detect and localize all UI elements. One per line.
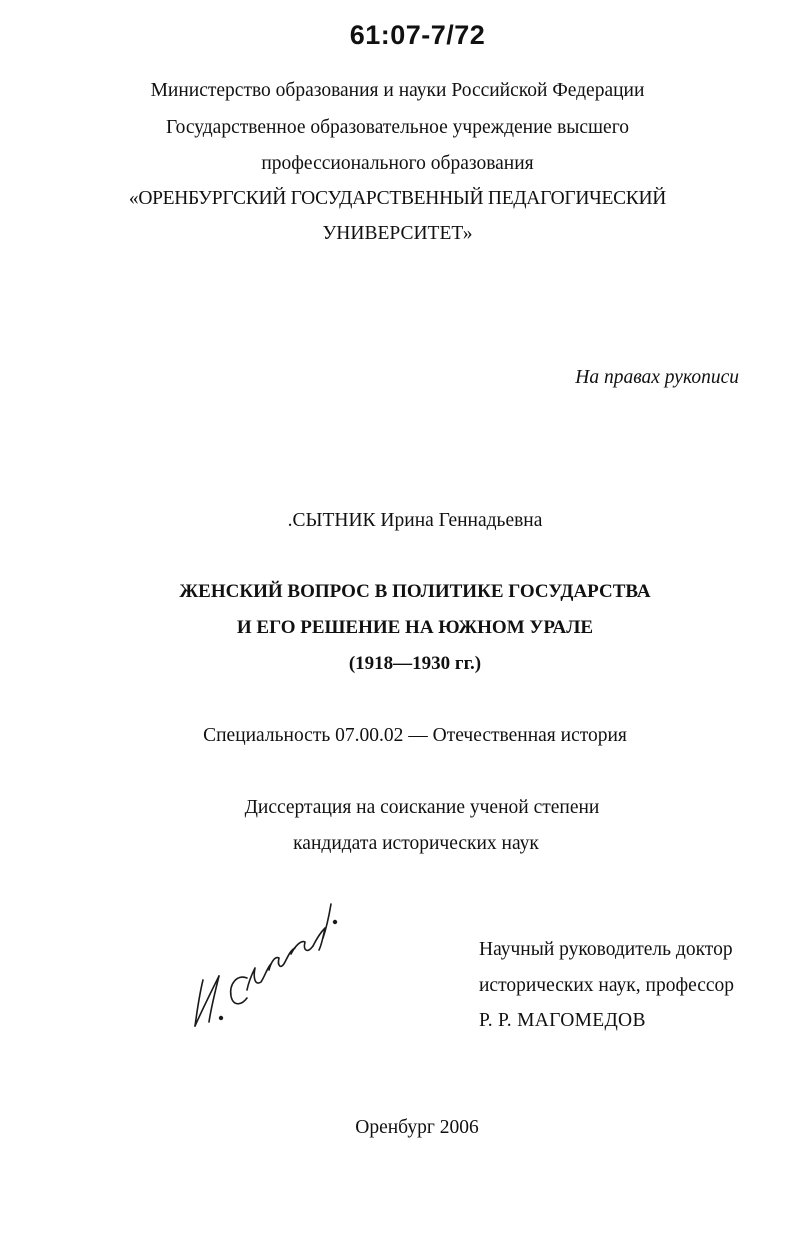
university-name-line2: УНИВЕРСИТЕТ» xyxy=(322,223,473,244)
institution-type-line: Государственное образовательное учреждение высшего xyxy=(166,117,629,138)
supervisor-title-line1: Научный руководитель доктор xyxy=(479,939,733,960)
dissertation-title-line2: И ЕГО РЕШЕНИЕ НА ЮЖНОМ УРАЛЕ xyxy=(236,617,594,638)
manuscript-rights-note: На правах рукописи xyxy=(575,367,739,388)
supervisor-title-line2: исторических наук, профессор xyxy=(479,975,735,996)
degree-line1: Диссертация на соискание ученой степени xyxy=(244,797,600,818)
author-name: .СЫТНИК Ирина Геннадьевна xyxy=(287,510,543,531)
supervisor-name: Р. Р. МАГОМЕДОВ xyxy=(479,1010,646,1031)
city-year: Оренбург 2006 xyxy=(355,1117,479,1138)
university-name-line1: «ОРЕНБУРГСКИЙ ГОСУДАРСТВЕННЫЙ ПЕДАГОГИЧЕСКИЙ xyxy=(128,188,667,209)
handwritten-signature xyxy=(185,888,345,1038)
specialty-line: Специальность 07.00.02 — Отечественная история xyxy=(203,725,627,746)
archive-code: 61:07-7/72 xyxy=(349,20,486,50)
dissertation-title-line1: ЖЕНСКИЙ ВОПРОС В ПОЛИТИКЕ ГОСУДАРСТВА xyxy=(179,581,651,602)
degree-line2: кандидата исторических наук xyxy=(293,833,539,854)
institution-education-line: профессионального образования xyxy=(261,153,534,174)
ministry-name: Министерство образования и науки Российской Федерации xyxy=(150,80,645,101)
dissertation-title-years: (1918—1930 гг.) xyxy=(348,653,482,674)
